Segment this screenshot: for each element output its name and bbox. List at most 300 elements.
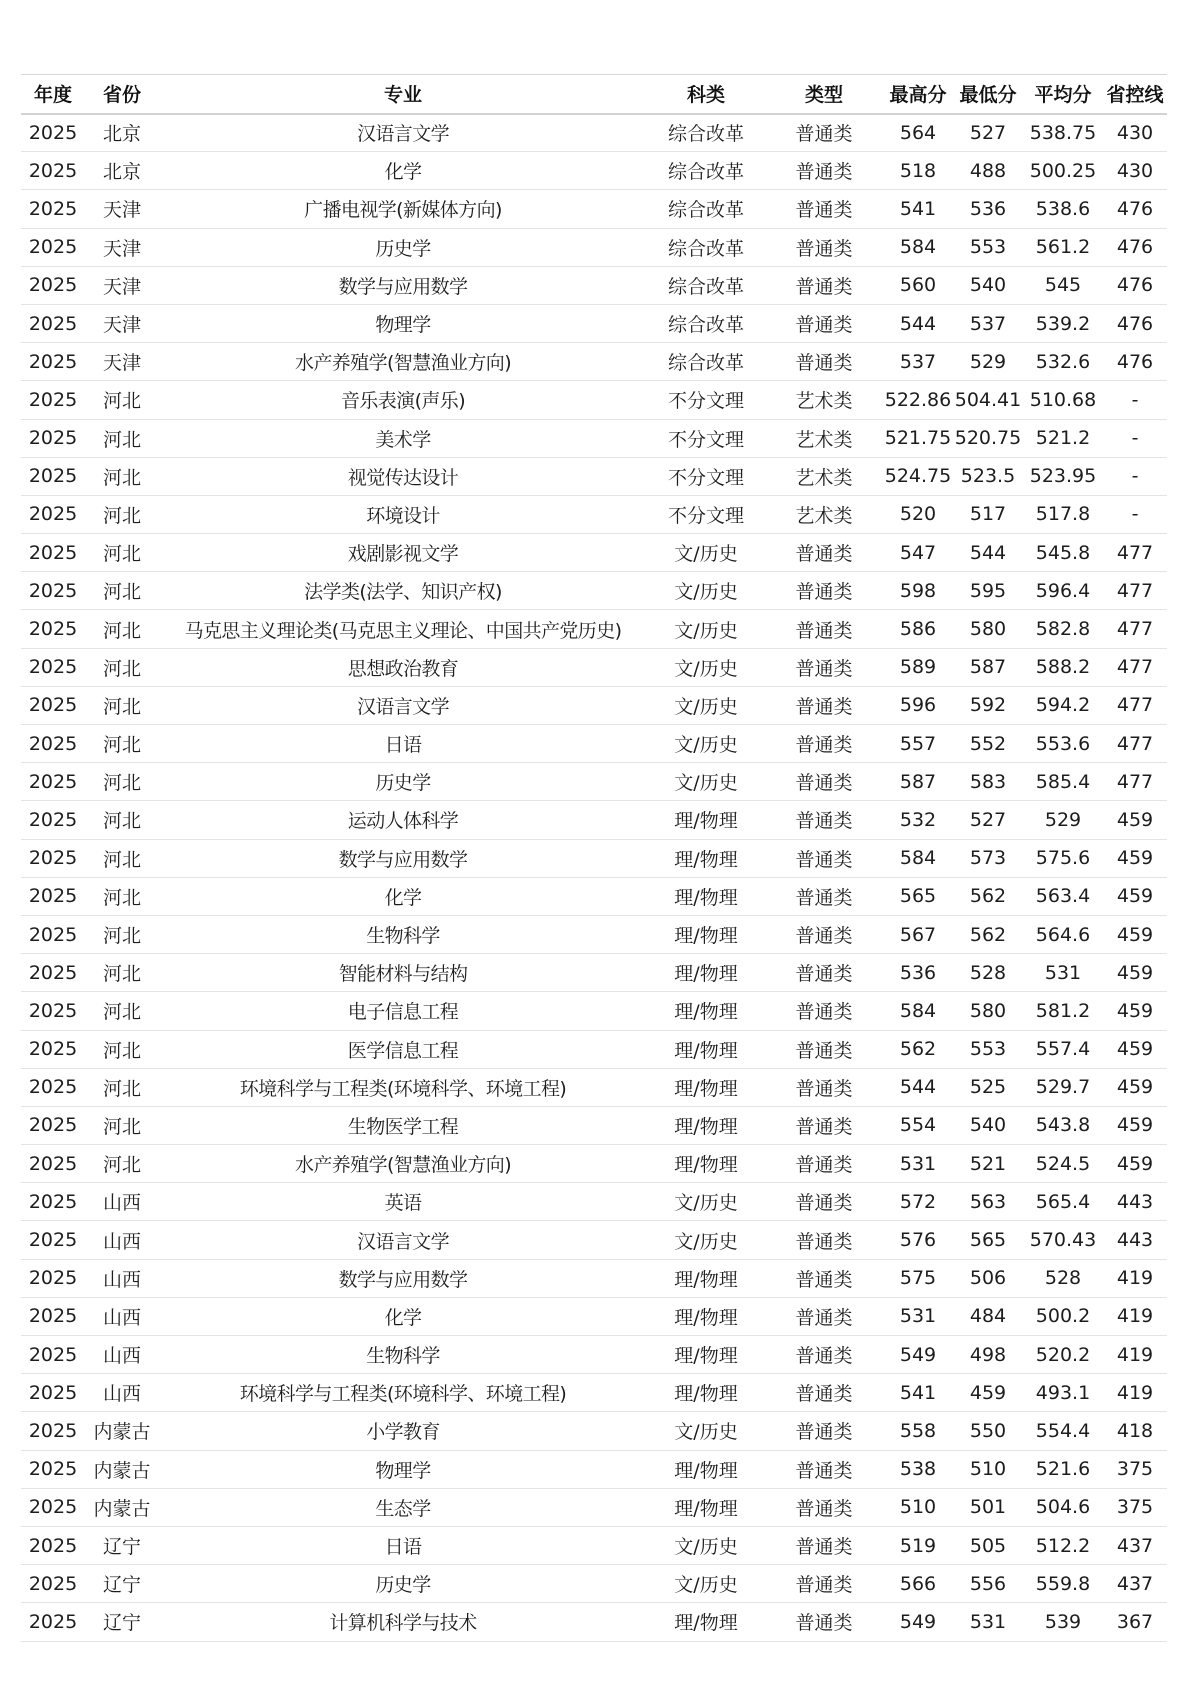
table-row (21, 648, 1167, 686)
cell-major: 运动人体科学 (347, 810, 459, 833)
cell-year: 2025 (28, 236, 78, 259)
cell-avg-score: 539.2 (1035, 312, 1091, 335)
table-row (21, 954, 1167, 992)
cell-max-score: 532 (899, 808, 937, 831)
table-row (21, 1450, 1167, 1488)
cell-category: 理/物理 (674, 1268, 738, 1291)
cell-control-line: 477 (1116, 579, 1154, 602)
cell-year: 2025 (28, 274, 78, 297)
cell-year: 2025 (28, 1076, 78, 1099)
cell-category: 理/物理 (674, 886, 738, 909)
cell-province: 山西 (102, 1345, 141, 1368)
cell-max-score: 544 (899, 312, 937, 335)
cell-min-score: 556 (969, 1572, 1007, 1595)
table-row (21, 610, 1167, 648)
cell-major: 数学与应用数学 (338, 275, 468, 298)
cell-type: 普通类 (795, 123, 853, 146)
table-row (21, 152, 1167, 190)
cell-category: 理/物理 (674, 1383, 738, 1406)
cell-category: 文/历史 (674, 619, 738, 642)
cell-major: 电子信息工程 (347, 1001, 459, 1024)
cell-max-score: 575 (899, 1267, 937, 1290)
cell-type: 普通类 (795, 1459, 853, 1482)
cell-avg-score: 523.95 (1029, 465, 1097, 488)
cell-major: 美术学 (375, 428, 431, 451)
cell-category: 文/历史 (674, 1574, 738, 1597)
cell-avg-score: 585.4 (1035, 770, 1091, 793)
table-row (21, 1221, 1167, 1259)
cell-year: 2025 (28, 197, 78, 220)
cell-year: 2025 (28, 1572, 78, 1595)
cell-min-score: 544 (969, 541, 1007, 564)
cell-major: 数学与应用数学 (338, 1268, 468, 1291)
cell-major: 音乐表演(声乐) (340, 390, 466, 413)
cell-control-line: - (1131, 465, 1139, 488)
cell-control-line: 430 (1116, 121, 1154, 144)
cell-max-score: 584 (899, 847, 937, 870)
cell-max-score: 572 (899, 1190, 937, 1213)
cell-major: 化学 (384, 1306, 422, 1329)
cell-avg-score: 529 (1044, 808, 1082, 831)
cell-type: 普通类 (795, 314, 853, 337)
cell-min-score: 505 (969, 1534, 1007, 1557)
cell-min-score: 565 (969, 1229, 1007, 1252)
cell-min-score: 504.41 (954, 388, 1022, 411)
cell-avg-score: 563.4 (1035, 885, 1091, 908)
cell-max-score: 598 (899, 579, 937, 602)
cell-category: 文/历史 (674, 1421, 738, 1444)
cell-type: 普通类 (795, 1383, 853, 1406)
cell-avg-score: 561.2 (1035, 236, 1091, 259)
cell-province: 河北 (102, 1001, 141, 1024)
cell-min-score: 517 (969, 503, 1007, 526)
cell-year: 2025 (28, 541, 78, 564)
cell-province: 河北 (102, 734, 141, 757)
table-row (21, 1565, 1167, 1603)
cell-type: 艺术类 (795, 466, 853, 489)
cell-major: 视觉传达设计 (347, 466, 459, 489)
cell-category: 文/历史 (674, 1536, 738, 1559)
cell-province: 内蒙古 (93, 1459, 151, 1482)
cell-province: 河北 (102, 466, 141, 489)
cell-control-line: - (1131, 427, 1139, 450)
cell-province: 内蒙古 (93, 1421, 151, 1444)
cell-min-score: 459 (969, 1381, 1007, 1404)
cell-avg-score: 581.2 (1035, 999, 1091, 1022)
cell-min-score: 553 (969, 236, 1007, 259)
cell-type: 普通类 (795, 963, 853, 986)
cell-type: 普通类 (795, 237, 853, 260)
cell-province: 山西 (102, 1383, 141, 1406)
cell-max-score: 567 (899, 923, 937, 946)
cell-type: 普通类 (795, 925, 853, 948)
cell-year: 2025 (28, 1343, 78, 1366)
cell-year: 2025 (28, 885, 78, 908)
cell-category: 理/物理 (674, 1459, 738, 1482)
cell-min-score: 573 (969, 847, 1007, 870)
cell-year: 2025 (28, 350, 78, 373)
cell-avg-score: 588.2 (1035, 656, 1091, 679)
cell-category: 理/物理 (674, 1345, 738, 1368)
cell-type: 普通类 (795, 1115, 853, 1138)
cell-province: 河北 (102, 772, 141, 795)
cell-category: 不分文理 (667, 390, 744, 413)
cell-category: 不分文理 (667, 504, 744, 527)
table-row (21, 1068, 1167, 1106)
cell-max-score: 519 (899, 1534, 937, 1557)
cell-control-line: 459 (1116, 1038, 1154, 1061)
cell-control-line: 375 (1116, 1496, 1154, 1519)
table-row (21, 1526, 1167, 1564)
cell-control-line: 443 (1116, 1229, 1154, 1252)
cell-avg-score: 553.6 (1035, 732, 1091, 755)
cell-year: 2025 (28, 579, 78, 602)
cell-avg-score: 557.4 (1035, 1038, 1091, 1061)
cell-province: 天津 (102, 237, 141, 260)
cell-category: 理/物理 (674, 1497, 738, 1520)
table-row (21, 1488, 1167, 1526)
cell-control-line: 459 (1116, 1114, 1154, 1137)
cell-category: 理/物理 (674, 1306, 738, 1329)
cell-control-line: 418 (1116, 1419, 1154, 1442)
cell-avg-score: 565.4 (1035, 1190, 1091, 1213)
cell-control-line: 477 (1116, 732, 1154, 755)
cell-year: 2025 (28, 1419, 78, 1442)
cell-max-score: 549 (899, 1343, 937, 1366)
cell-control-line: 459 (1116, 885, 1154, 908)
cell-min-score: 536 (969, 197, 1007, 220)
cell-province: 河北 (102, 1039, 141, 1062)
cell-major: 生物科学 (366, 925, 440, 948)
cell-max-score: 584 (899, 999, 937, 1022)
cell-type: 普通类 (795, 543, 853, 566)
table-row (21, 1145, 1167, 1183)
cell-type: 艺术类 (795, 390, 853, 413)
table-row (21, 419, 1167, 457)
cell-avg-score: 539 (1044, 1610, 1082, 1633)
cell-min-score: 525 (969, 1076, 1007, 1099)
cell-control-line: 476 (1116, 236, 1154, 259)
cell-min-score: 520.75 (954, 427, 1022, 450)
table-row (21, 1030, 1167, 1068)
cell-avg-score: 524.5 (1035, 1152, 1091, 1175)
cell-min-score: 527 (969, 121, 1007, 144)
cell-min-score: 531 (969, 1610, 1007, 1633)
cell-major: 思想政治教育 (347, 657, 459, 680)
cell-min-score: 580 (969, 618, 1007, 641)
cell-type: 普通类 (795, 1001, 853, 1024)
cell-year: 2025 (28, 1496, 78, 1519)
cell-max-score: 541 (899, 1381, 937, 1404)
cell-major: 生物医学工程 (347, 1115, 459, 1138)
cell-major: 历史学 (375, 772, 431, 795)
cell-major: 环境科学与工程类(环境科学、环境工程) (239, 1077, 567, 1100)
cell-type: 普通类 (795, 619, 853, 642)
cell-type: 普通类 (795, 1230, 853, 1253)
cell-avg-score: 564.6 (1035, 923, 1091, 946)
cell-control-line: - (1131, 388, 1139, 411)
header-category: 科类 (686, 84, 725, 107)
table-row (21, 534, 1167, 572)
cell-category: 文/历史 (674, 695, 738, 718)
cell-min-score: 553 (969, 1038, 1007, 1061)
table-row (21, 343, 1167, 381)
cell-major: 生物科学 (366, 1345, 440, 1368)
cell-major: 化学 (384, 161, 422, 184)
cell-major: 化学 (384, 886, 422, 909)
cell-year: 2025 (28, 770, 78, 793)
cell-control-line: 459 (1116, 847, 1154, 870)
cell-max-score: 544 (899, 1076, 937, 1099)
cell-province: 河北 (102, 810, 141, 833)
cell-max-score: 589 (899, 656, 937, 679)
cell-major: 智能材料与结构 (338, 963, 468, 986)
cell-province: 北京 (102, 123, 141, 146)
table-row (21, 266, 1167, 304)
cell-category: 综合改革 (667, 199, 744, 222)
cell-min-score: 583 (969, 770, 1007, 793)
cell-major: 物理学 (375, 314, 431, 337)
cell-type: 普通类 (795, 1077, 853, 1100)
cell-province: 河北 (102, 543, 141, 566)
cell-avg-score: 521.6 (1035, 1458, 1091, 1481)
cell-year: 2025 (28, 1114, 78, 1137)
cell-avg-score: 520.2 (1035, 1343, 1091, 1366)
cell-max-score: 558 (899, 1419, 937, 1442)
cell-year: 2025 (28, 656, 78, 679)
cell-min-score: 562 (969, 923, 1007, 946)
cell-year: 2025 (28, 121, 78, 144)
cell-province: 天津 (102, 275, 141, 298)
cell-type: 普通类 (795, 1574, 853, 1597)
cell-major: 戏剧影视文学 (347, 543, 459, 566)
cell-avg-score: 554.4 (1035, 1419, 1091, 1442)
cell-avg-score: 596.4 (1035, 579, 1091, 602)
cell-control-line: 476 (1116, 350, 1154, 373)
cell-avg-score: 493.1 (1035, 1381, 1091, 1404)
cell-province: 天津 (102, 352, 141, 375)
cell-type: 普通类 (795, 581, 853, 604)
cell-min-score: 540 (969, 274, 1007, 297)
cell-province: 河北 (102, 848, 141, 871)
table-row (21, 915, 1167, 953)
cell-max-score: 518 (899, 159, 937, 182)
cell-min-score: 523.5 (960, 465, 1016, 488)
table-row (21, 1106, 1167, 1144)
cell-max-score: 531 (899, 1305, 937, 1328)
cell-province: 河北 (102, 963, 141, 986)
cell-category: 综合改革 (667, 314, 744, 337)
cell-province: 天津 (102, 314, 141, 337)
cell-avg-score: 538.6 (1035, 197, 1091, 220)
cell-type: 普通类 (795, 1306, 853, 1329)
header-major: 专业 (383, 84, 422, 107)
table-row (21, 457, 1167, 495)
cell-control-line: 476 (1116, 274, 1154, 297)
cell-major: 历史学 (375, 237, 431, 260)
cell-year: 2025 (28, 1381, 78, 1404)
cell-province: 河北 (102, 886, 141, 909)
cell-year: 2025 (28, 1458, 78, 1481)
cell-control-line: 459 (1116, 1076, 1154, 1099)
cell-type: 普通类 (795, 1154, 853, 1177)
cell-category: 不分文理 (667, 428, 744, 451)
cell-control-line: 443 (1116, 1190, 1154, 1213)
cell-category: 理/物理 (674, 1612, 738, 1635)
cell-category: 文/历史 (674, 581, 738, 604)
cell-major: 计算机科学与技术 (329, 1612, 477, 1635)
table-row (21, 1374, 1167, 1412)
cell-type: 普通类 (795, 848, 853, 871)
cell-type: 普通类 (795, 1536, 853, 1559)
cell-max-score: 531 (899, 1152, 937, 1175)
cell-year: 2025 (28, 1267, 78, 1290)
cell-category: 理/物理 (674, 848, 738, 871)
cell-major: 汉语言文学 (356, 1230, 449, 1253)
cell-type: 普通类 (795, 1268, 853, 1291)
cell-max-score: 522.86 (884, 388, 952, 411)
table-row (21, 877, 1167, 915)
table-row (21, 1412, 1167, 1450)
cell-major: 环境科学与工程类(环境科学、环境工程) (239, 1383, 567, 1406)
cell-max-score: 562 (899, 1038, 937, 1061)
cell-type: 普通类 (795, 886, 853, 909)
table-row (21, 686, 1167, 724)
table-row (21, 114, 1167, 152)
header-avg-score: 平均分 (1034, 84, 1092, 107)
cell-max-score: 547 (899, 541, 937, 564)
cell-avg-score: 504.6 (1035, 1496, 1091, 1519)
cell-province: 北京 (102, 161, 141, 184)
cell-min-score: 527 (969, 808, 1007, 831)
cell-avg-score: 528 (1044, 1267, 1082, 1290)
cell-max-score: 541 (899, 197, 937, 220)
cell-type: 普通类 (795, 1192, 853, 1215)
table-row (21, 1603, 1167, 1641)
cell-min-score: 529 (969, 350, 1007, 373)
cell-avg-score: 500.25 (1029, 159, 1097, 182)
table-row (21, 1259, 1167, 1297)
cell-province: 山西 (102, 1306, 141, 1329)
cell-category: 理/物理 (674, 963, 738, 986)
cell-year: 2025 (28, 159, 78, 182)
cell-control-line: 459 (1116, 999, 1154, 1022)
cell-category: 不分文理 (667, 466, 744, 489)
cell-major: 英语 (384, 1192, 422, 1215)
cell-control-line: 459 (1116, 961, 1154, 984)
cell-min-score: 537 (969, 312, 1007, 335)
cell-control-line: 459 (1116, 808, 1154, 831)
cell-type: 艺术类 (795, 428, 853, 451)
cell-min-score: 506 (969, 1267, 1007, 1290)
cell-major: 生态学 (375, 1497, 431, 1520)
cell-province: 河北 (102, 390, 141, 413)
cell-max-score: 549 (899, 1610, 937, 1633)
cell-year: 2025 (28, 1610, 78, 1633)
cell-province: 辽宁 (102, 1536, 141, 1559)
table-row (21, 1336, 1167, 1374)
cell-control-line: 477 (1116, 770, 1154, 793)
cell-province: 辽宁 (102, 1574, 141, 1597)
cell-control-line: 477 (1116, 694, 1154, 717)
cell-min-score: 501 (969, 1496, 1007, 1519)
cell-avg-score: 500.2 (1035, 1305, 1091, 1328)
cell-major: 日语 (384, 734, 422, 757)
table-row (21, 304, 1167, 342)
cell-year: 2025 (28, 1534, 78, 1557)
cell-major: 水产养殖学(智慧渔业方向) (294, 1154, 512, 1177)
cell-category: 文/历史 (674, 734, 738, 757)
cell-province: 河北 (102, 925, 141, 948)
cell-year: 2025 (28, 427, 78, 450)
cell-max-score: 536 (899, 961, 937, 984)
table-header (21, 75, 1167, 114)
cell-max-score: 537 (899, 350, 937, 373)
header-min-score: 最低分 (959, 84, 1017, 107)
table-row (21, 992, 1167, 1030)
cell-min-score: 498 (969, 1343, 1007, 1366)
cell-province: 河北 (102, 504, 141, 527)
header-province: 省份 (102, 84, 141, 107)
cell-year: 2025 (28, 1305, 78, 1328)
cell-type: 普通类 (795, 695, 853, 718)
table-row (21, 725, 1167, 763)
cell-avg-score: 543.8 (1035, 1114, 1091, 1137)
cell-province: 内蒙古 (93, 1497, 151, 1520)
cell-avg-score: 570.43 (1029, 1229, 1097, 1252)
cell-major: 日语 (384, 1536, 422, 1559)
cell-min-score: 552 (969, 732, 1007, 755)
cell-category: 理/物理 (674, 1039, 738, 1062)
cell-avg-score: 532.6 (1035, 350, 1091, 373)
cell-type: 艺术类 (795, 504, 853, 527)
cell-min-score: 580 (969, 999, 1007, 1022)
cell-avg-score: 545.8 (1035, 541, 1091, 564)
cell-year: 2025 (28, 465, 78, 488)
cell-major: 法学类(法学、知识产权) (304, 581, 502, 604)
cell-control-line: 437 (1116, 1572, 1154, 1595)
cell-control-line: 459 (1116, 923, 1154, 946)
cell-province: 河北 (102, 1077, 141, 1100)
cell-type: 普通类 (795, 1039, 853, 1062)
cell-control-line: - (1131, 503, 1139, 526)
cell-category: 文/历史 (674, 657, 738, 680)
cell-max-score: 586 (899, 618, 937, 641)
cell-type: 普通类 (795, 199, 853, 222)
cell-max-score: 587 (899, 770, 937, 793)
table-row (21, 839, 1167, 877)
cell-max-score: 538 (899, 1458, 937, 1481)
cell-max-score: 565 (899, 885, 937, 908)
cell-avg-score: 559.8 (1035, 1572, 1091, 1595)
cell-major: 历史学 (375, 1574, 431, 1597)
cell-year: 2025 (28, 808, 78, 831)
cell-control-line: 477 (1116, 618, 1154, 641)
cell-max-score: 554 (899, 1114, 937, 1137)
cell-year: 2025 (28, 1152, 78, 1175)
cell-year: 2025 (28, 618, 78, 641)
cell-province: 河北 (102, 581, 141, 604)
cell-major: 物理学 (375, 1459, 431, 1482)
table-row (21, 572, 1167, 610)
cell-year: 2025 (28, 999, 78, 1022)
cell-category: 综合改革 (667, 123, 744, 146)
cell-control-line: 476 (1116, 312, 1154, 335)
table-row (21, 801, 1167, 839)
cell-max-score: 560 (899, 274, 937, 297)
cell-province: 河北 (102, 619, 141, 642)
header-row (21, 75, 1167, 114)
